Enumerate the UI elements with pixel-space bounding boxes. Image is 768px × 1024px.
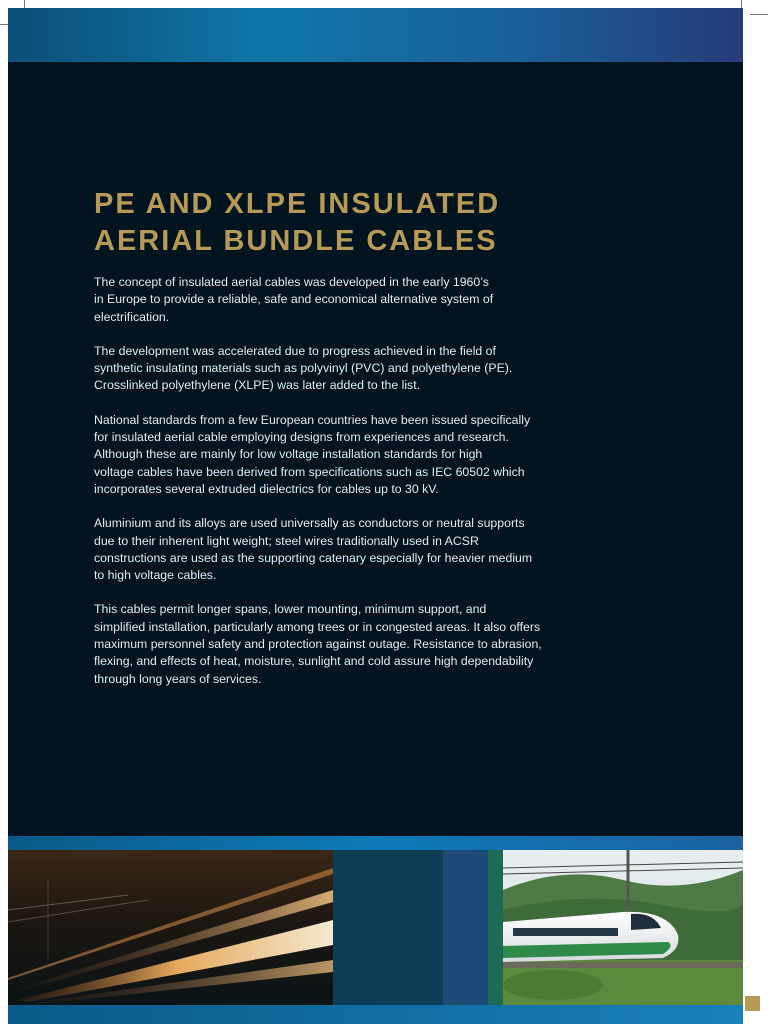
text-line: due to their inherent light weight; steel wires traditionally used in ACSR [94,533,479,548]
page-title [94,186,584,260]
top-gradient-band [8,8,743,62]
text-line: voltage cables have been derived from specifications such as IEC 60502 which [94,464,525,479]
light-trails-photo [8,850,333,1005]
color-panel-blue [443,850,488,1005]
text-line: Although these are mainly for low voltage installation standards for high [94,447,483,462]
text-line: to high voltage cables. [94,568,217,583]
title-line-2: AERIAL BUNDLE CABLES [94,225,498,257]
color-panel-teal [333,850,443,1005]
text-line: The development was accelerated due to progress achieved in the field of [94,343,496,358]
paragraph-intro [94,274,584,326]
brochure-page [8,8,743,1024]
text-line: constructions are used as the supporting catenary especially for heavier medium [94,550,533,565]
color-panel-green [488,850,503,1005]
paragraph-benefits [94,601,584,687]
text-line: maximum personnel safety and protection against outage. Resistance to abrasion, [94,637,542,652]
text-line: flexing, and effects of heat, moisture, sunlight and cold assure high dependability [94,654,534,669]
article-content [94,186,584,705]
high-speed-train-photo [503,850,743,1005]
text-line: synthetic insulating materials such as polyvinyl (PVC) and polyethylene (PE). [94,361,513,376]
text-line: This cables permit longer spans, lower mounting, minimum support, and [94,602,487,617]
bottom-gradient-band [8,836,743,850]
text-line: The concept of insulated aerial cables was developed in the early 1960’s [94,275,489,289]
crop-mark-right-top [750,14,768,15]
text-line: National standards from a few European countries have been issued specifically [94,412,531,427]
text-line: electrification. [94,309,170,324]
gold-corner-square [745,996,760,1011]
paragraph-development [94,343,584,395]
title-line-1: PE AND XLPE INSULATED [94,188,501,220]
train-graphic [503,850,743,1005]
text-line: through long years of services. [94,671,262,686]
image-strip [8,850,743,1024]
light-trails-graphic [8,850,333,1005]
text-line: Crosslinked polyethylene (XLPE) was later added to the list. [94,378,421,393]
text-line: Aluminium and its alloys are used universally as conductors or neutral supports [94,516,525,531]
text-line: simplified installation, particularly among trees or in congested areas. It also offers [94,619,541,634]
paragraph-standards [94,412,584,498]
bottom-blue-strip [8,1005,743,1024]
text-line: incorporates several extruded dielectrics for cables up to 30 kV. [94,481,439,496]
text-line: in Europe to provide a reliable, safe and economical alternative system of [94,292,494,307]
text-line: for insulated aerial cable employing designs from experiences and research. [94,430,509,445]
paragraph-conductors [94,515,584,584]
